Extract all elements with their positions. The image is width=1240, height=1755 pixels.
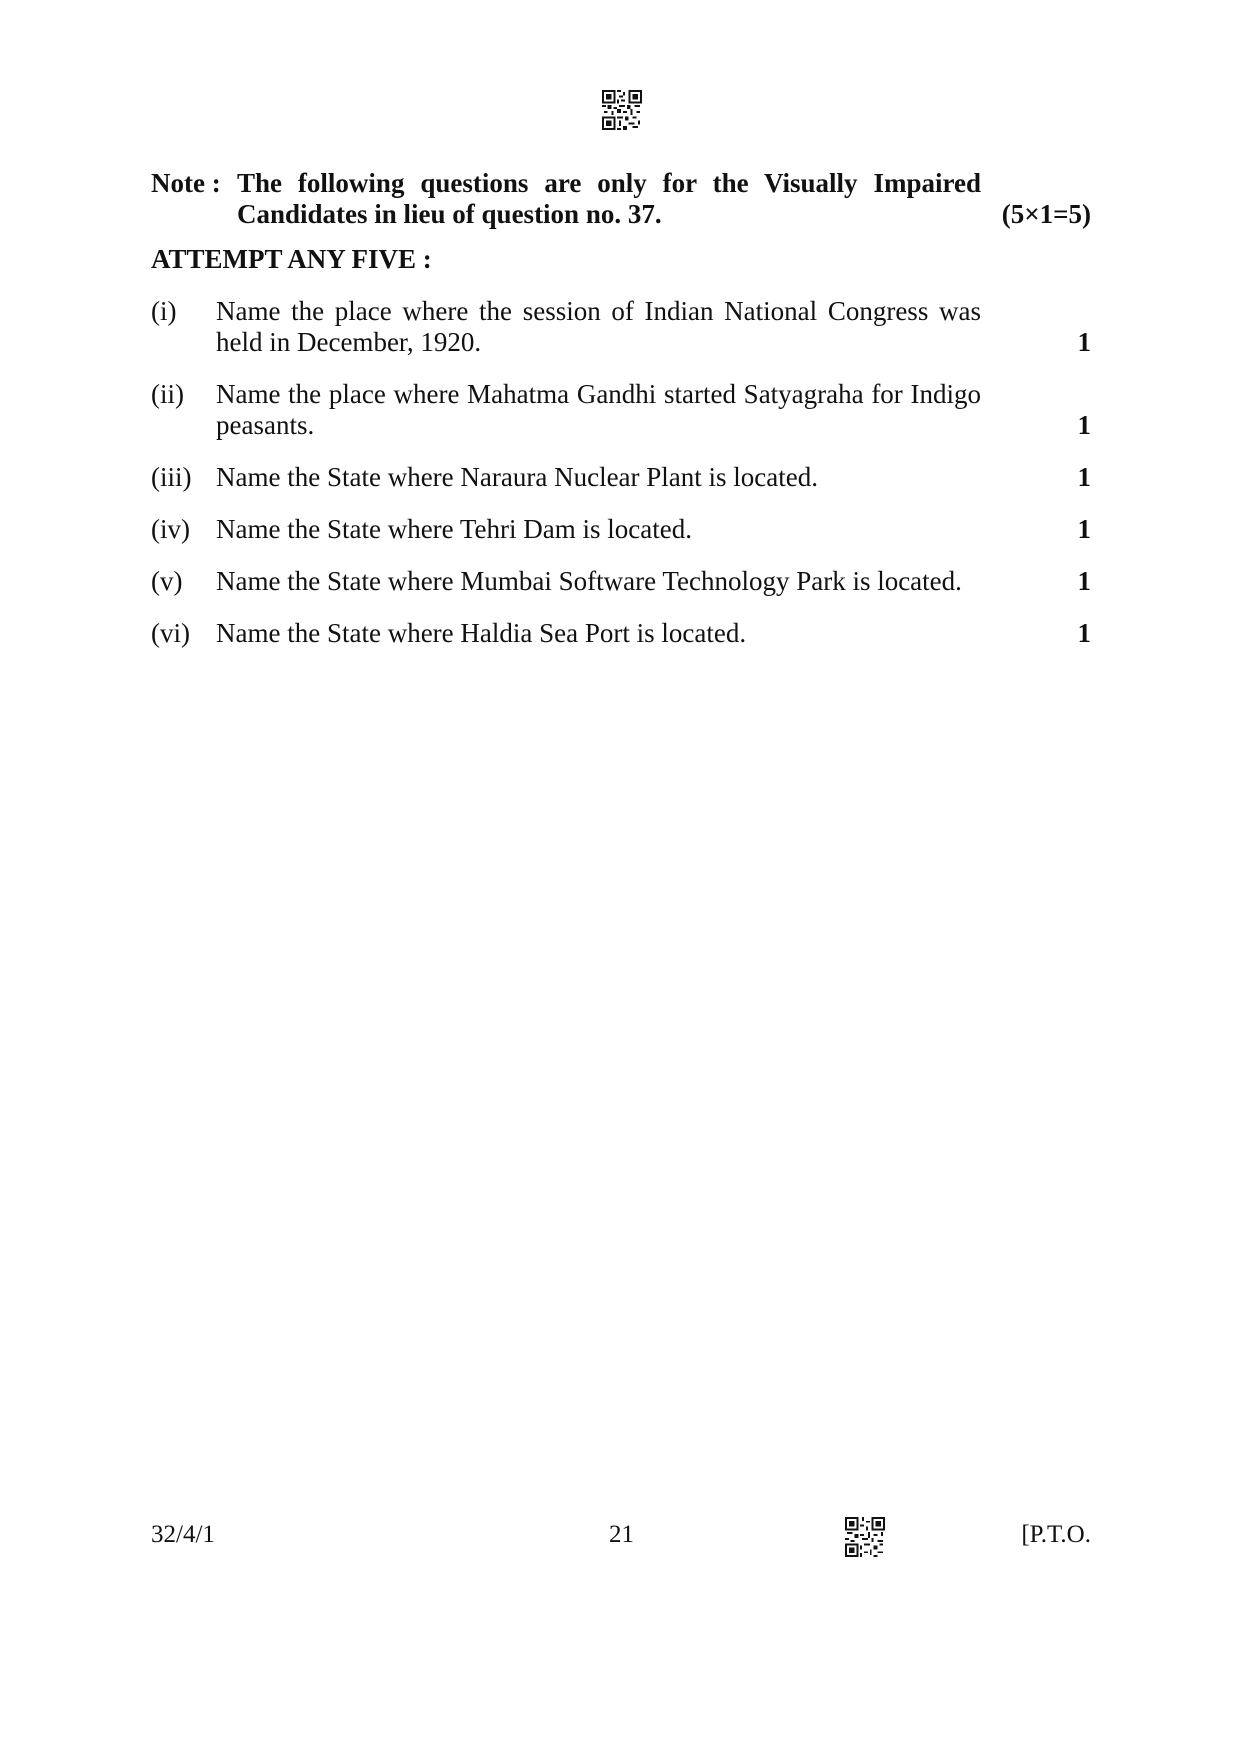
note-label: Note : bbox=[151, 168, 221, 198]
question-marks: 1 bbox=[1077, 618, 1091, 648]
question-item bbox=[151, 618, 1091, 649]
question-item bbox=[151, 462, 1091, 493]
question-number: (v) bbox=[151, 566, 183, 596]
question-text: Name the State where Mumbai Software Technology Park is located. bbox=[216, 566, 962, 596]
page-number: 21 bbox=[609, 1521, 634, 1548]
question-text: Name the place where Mahatma Gandhi started Satyagraha for Indigo peasants. bbox=[216, 379, 981, 440]
question-text: Name the State where Haldia Sea Port is located. bbox=[216, 618, 747, 648]
question-item bbox=[151, 566, 1091, 597]
note-text: The following questions are only for the Visually Impaired Candidates in lieu of question no. 37. bbox=[237, 168, 981, 229]
paper-code: 32/4/1 bbox=[151, 1521, 215, 1548]
note-marks: (5×1=5) bbox=[1001, 199, 1091, 229]
question-number: (vi) bbox=[151, 618, 190, 648]
question-marks: 1 bbox=[1077, 462, 1091, 492]
note-block bbox=[151, 168, 1091, 230]
qr-code-icon bbox=[845, 1517, 885, 1557]
question-number: (iv) bbox=[151, 514, 190, 544]
question-number: (i) bbox=[151, 296, 177, 326]
question-text: Name the place where the session of Indian National Congress was held in December, 1920. bbox=[216, 296, 981, 357]
question-marks: 1 bbox=[1077, 566, 1091, 596]
question-number: (iii) bbox=[151, 462, 192, 492]
question-text: Name the State where Naraura Nuclear Plant is located. bbox=[216, 462, 818, 492]
question-item bbox=[151, 379, 1091, 441]
question-text: Name the State where Tehri Dam is located. bbox=[216, 514, 692, 544]
question-marks: 1 bbox=[1077, 327, 1091, 357]
question-item bbox=[151, 296, 1091, 358]
instruction-heading: ATTEMPT ANY FIVE : bbox=[151, 244, 432, 274]
question-marks: 1 bbox=[1077, 410, 1091, 440]
question-number: (ii) bbox=[151, 379, 184, 409]
question-list bbox=[151, 296, 1091, 670]
question-item bbox=[151, 514, 1091, 545]
pto-label: [P.T.O. bbox=[1021, 1521, 1091, 1548]
question-marks: 1 bbox=[1077, 514, 1091, 544]
qr-code-icon bbox=[602, 90, 642, 130]
